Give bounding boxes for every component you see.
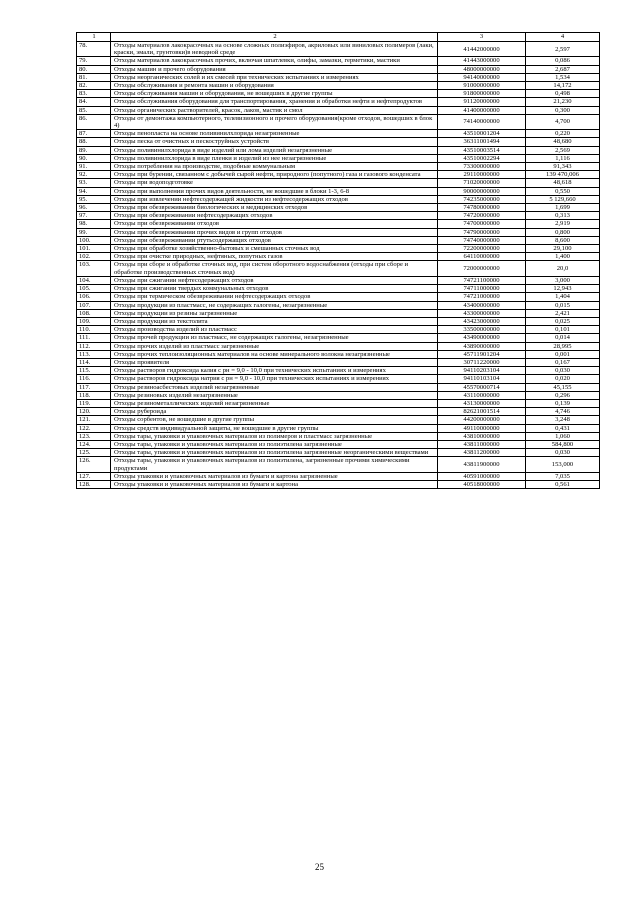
row-number: 115. [77, 367, 111, 375]
waste-name: Отходы средств индивидуальной защиты, не вошедшие в другие группы [111, 424, 438, 432]
waste-code: 40518000000 [438, 480, 526, 488]
waste-amount: 45,155 [526, 383, 600, 391]
waste-amount: 4,700 [526, 114, 600, 129]
waste-name: Отходы материалов лакокрасочных прочих, включая шпатлевки, олифы, замазки, герметики, мастики [111, 57, 438, 65]
waste-code: 43811200000 [438, 449, 526, 457]
waste-amount: 2,421 [526, 309, 600, 317]
table-row [77, 130, 600, 138]
waste-name: Отходы рубероида [111, 408, 438, 416]
table-row [77, 416, 600, 424]
table-row [77, 98, 600, 106]
waste-name: Отходы обслуживания оборудования для транспортирования, хранения и обработки нефти и нефтепродуктов [111, 98, 438, 106]
waste-name: Отходы неорганических солей и их смесей при технических испытаниях и измерениях [111, 73, 438, 81]
waste-code: 45570000714 [438, 383, 526, 391]
waste-code: 43510001204 [438, 130, 526, 138]
waste-amount: 3,248 [526, 416, 600, 424]
table-row [77, 114, 600, 129]
waste-name: Отходы при обезвреживании отходов [111, 220, 438, 228]
waste-name: Отходы при сжигании твердых коммунальных отходов [111, 285, 438, 293]
waste-name: Отходы обслуживания и ремонта машин и оборудования [111, 82, 438, 90]
waste-name: Отходы прочих теплоизоляционных материалов на основе минерального волокна незагрязненные [111, 350, 438, 358]
waste-name: Отходы поливинилхлорида в виде пленки и изделий из нее незагрязненные [111, 154, 438, 162]
waste-code: 74711000000 [438, 285, 526, 293]
waste-name: Отходы проявителя [111, 358, 438, 366]
waste-code: 72000000000 [438, 261, 526, 276]
row-number: 106. [77, 293, 111, 301]
table-row [77, 171, 600, 179]
table-row [77, 472, 600, 480]
table-row [77, 480, 600, 488]
table-row [77, 367, 600, 375]
row-number: 118. [77, 391, 111, 399]
waste-code: 43811000000 [438, 440, 526, 448]
waste-code: 94110103104 [438, 375, 526, 383]
waste-code: 74235000000 [438, 195, 526, 203]
waste-amount: 28,995 [526, 342, 600, 350]
table-row [77, 65, 600, 73]
waste-amount: 20,0 [526, 261, 600, 276]
waste-code: 40591000000 [438, 472, 526, 480]
table-row [77, 204, 600, 212]
row-number: 100. [77, 236, 111, 244]
page-number: 25 [315, 862, 324, 872]
waste-amount: 0,167 [526, 358, 600, 366]
row-number: 85. [77, 106, 111, 114]
waste-amount: 29,100 [526, 245, 600, 253]
row-number: 127. [77, 472, 111, 480]
table-row [77, 245, 600, 253]
waste-code: 91120000000 [438, 98, 526, 106]
waste-code: 29110000000 [438, 171, 526, 179]
table-row [77, 408, 600, 416]
row-number: 86. [77, 114, 111, 129]
waste-amount: 0,030 [526, 449, 600, 457]
waste-code: 43400000000 [438, 301, 526, 309]
row-number: 110. [77, 326, 111, 334]
row-number: 128. [77, 480, 111, 488]
waste-code: 44200000000 [438, 416, 526, 424]
waste-name: Отходы при обезвреживании прочих видов и групп отходов [111, 228, 438, 236]
table-row [77, 138, 600, 146]
waste-name: Отходы при выполнении прочих видов деятельности, не вошедшие в блоки 1-3, 6-8 [111, 187, 438, 195]
header-col-4: 4 [526, 33, 600, 42]
row-number: 81. [77, 73, 111, 81]
row-number: 112. [77, 342, 111, 350]
waste-name: Отходы от демонтажа компьютерного, телевизионного и прочего оборудования(кроме отходов, вошедших в блок 4) [111, 114, 438, 129]
table-row [77, 317, 600, 325]
table-row [77, 90, 600, 98]
waste-amount: 48,618 [526, 179, 600, 187]
waste-name: Отходы растворов гидроксида натрия с рн = 9,0 - 10,0 при технических испытаниях и измерениях [111, 375, 438, 383]
waste-name: Отходы прочей продукции из пластмасс, не содержащих галогены, незагрязненные [111, 334, 438, 342]
waste-code: 72200000000 [438, 245, 526, 253]
table-row [77, 358, 600, 366]
table-row [77, 309, 600, 317]
row-number: 96. [77, 204, 111, 212]
table-row [77, 391, 600, 399]
waste-amount: 2,687 [526, 65, 600, 73]
waste-name: Отходы тары, упаковки и упаковочных материалов из полиэтилена загрязненные [111, 440, 438, 448]
waste-amount: 1,116 [526, 154, 600, 162]
row-number: 101. [77, 245, 111, 253]
waste-code: 91000000000 [438, 82, 526, 90]
waste-code: 43423000000 [438, 317, 526, 325]
waste-amount: 2,569 [526, 146, 600, 154]
table-row [77, 154, 600, 162]
row-number: 116. [77, 375, 111, 383]
waste-code: 74790000000 [438, 228, 526, 236]
waste-name: Отходы упаковки и упаковочных материалов из бумаги и картона загрязненные [111, 472, 438, 480]
waste-amount: 8,600 [526, 236, 600, 244]
waste-name: Отходы при обработке хозяйственно-бытовых и смешанных сточных вод [111, 245, 438, 253]
waste-amount: 584,800 [526, 440, 600, 448]
waste-code: 49110000000 [438, 424, 526, 432]
row-number: 89. [77, 146, 111, 154]
row-number: 119. [77, 399, 111, 407]
waste-amount: 0,313 [526, 212, 600, 220]
waste-code: 74721100000 [438, 276, 526, 284]
waste-amount: 4,746 [526, 408, 600, 416]
waste-code: 74700000000 [438, 220, 526, 228]
table-row [77, 285, 600, 293]
waste-amount: 0,015 [526, 301, 600, 309]
table-row [77, 432, 600, 440]
waste-code: 43110000000 [438, 391, 526, 399]
waste-code: 74780000000 [438, 204, 526, 212]
table-row [77, 146, 600, 154]
waste-name: Отходы потребления на производстве, подобные коммунальным [111, 163, 438, 171]
waste-code: 94110203104 [438, 367, 526, 375]
waste-amount: 2,919 [526, 220, 600, 228]
row-number: 104. [77, 276, 111, 284]
row-number: 93. [77, 179, 111, 187]
table-row [77, 42, 600, 57]
row-number: 92. [77, 171, 111, 179]
row-number: 103. [77, 261, 111, 276]
waste-name: Отходы растворов гидроксида калия с рн = 9,0 - 10,0 при технических испытаниях и измерениях [111, 367, 438, 375]
waste-name: Отходы резиноасбестовых изделий незагрязненные [111, 383, 438, 391]
table-row [77, 326, 600, 334]
table-row [77, 187, 600, 195]
row-number: 84. [77, 98, 111, 106]
row-number: 95. [77, 195, 111, 203]
table-row [77, 424, 600, 432]
waste-name: Отходы тары, упаковки и упаковочных материалов из полиэтилена, загрязненные прочими химическими продуктами [111, 457, 438, 472]
table-row [77, 261, 600, 276]
table-row [77, 163, 600, 171]
waste-amount: 1,404 [526, 293, 600, 301]
table-row [77, 375, 600, 383]
waste-name: Отходы материалов лакокрасочных на основе сложных полиэфиров, акриловых или виниловых полимеров (лаки, краски, эмали, грунтовки)в неводной среде [111, 42, 438, 57]
waste-amount: 0,431 [526, 424, 600, 432]
waste-amount: 0,296 [526, 391, 600, 399]
table-row [77, 457, 600, 472]
row-number: 117. [77, 383, 111, 391]
row-number: 91. [77, 163, 111, 171]
table-row [77, 82, 600, 90]
waste-code: 74740000000 [438, 236, 526, 244]
row-number: 113. [77, 350, 111, 358]
waste-code: 43510003514 [438, 146, 526, 154]
waste-code: 64110000000 [438, 253, 526, 261]
waste-table-body [77, 33, 600, 489]
waste-amount: 1,060 [526, 432, 600, 440]
table-row [77, 179, 600, 187]
waste-amount: 3,000 [526, 276, 600, 284]
table-row [77, 334, 600, 342]
waste-name: Отходы при обезвреживании ртутьсодержащих отходов [111, 236, 438, 244]
waste-name: Отходы машин и прочего оборудования [111, 65, 438, 73]
waste-code: 90000000000 [438, 187, 526, 195]
table-row [77, 57, 600, 65]
waste-name: Отходы при термическом обезвреживании нефтесодержащих отходов [111, 293, 438, 301]
waste-name: Отходы при очистке природных, нефтяных, попутных газов [111, 253, 438, 261]
row-number: 80. [77, 65, 111, 73]
waste-code: 41442000000 [438, 42, 526, 57]
row-number: 88. [77, 138, 111, 146]
waste-name: Отходы резинометаллических изделий незагрязненные [111, 399, 438, 407]
waste-amount: 0,561 [526, 480, 600, 488]
table-row [77, 212, 600, 220]
table-row [77, 253, 600, 261]
waste-amount: 1,400 [526, 253, 600, 261]
row-number: 126. [77, 457, 111, 472]
waste-code: 74721000000 [438, 293, 526, 301]
table-row [77, 399, 600, 407]
table-row [77, 301, 600, 309]
waste-name: Отходы песка от очистных и пескоструйных устройств [111, 138, 438, 146]
waste-amount: 12,943 [526, 285, 600, 293]
row-number: 114. [77, 358, 111, 366]
row-number: 123. [77, 432, 111, 440]
waste-amount: 0,139 [526, 399, 600, 407]
waste-code: 43130000000 [438, 399, 526, 407]
row-number: 107. [77, 301, 111, 309]
waste-amount: 0,001 [526, 350, 600, 358]
waste-amount: 91,343 [526, 163, 600, 171]
waste-name: Отходы при сжигании нефтесодержащих отходов [111, 276, 438, 284]
waste-amount: 0,300 [526, 106, 600, 114]
table-row [77, 350, 600, 358]
waste-name: Отходы при бурении, связанном с добычей сырой нефти, природного (попутного) газа и газового конденсата [111, 171, 438, 179]
waste-name: Отходы при обезвреживании нефтесодержащих отходов [111, 212, 438, 220]
waste-amount: 14,172 [526, 82, 600, 90]
waste-name: Отходы прочих изделий из пластмасс загрязненные [111, 342, 438, 350]
waste-code: 41400000000 [438, 106, 526, 114]
waste-name: Отходы тары, упаковки и упаковочных материалов из полимеров и пластмасс загрязненные [111, 432, 438, 440]
waste-name: Отходы при сборе и обработке сточных вод, при систем оборотного водоснабжения (отходы при сборе и обработке производственных сточных вод) [111, 261, 438, 276]
waste-code: 43490000000 [438, 334, 526, 342]
waste-amount: 0,498 [526, 90, 600, 98]
row-number: 105. [77, 285, 111, 293]
waste-amount: 153,000 [526, 457, 600, 472]
waste-amount: 21,230 [526, 98, 600, 106]
waste-amount: 7,035 [526, 472, 600, 480]
row-number: 102. [77, 253, 111, 261]
table-header-row [77, 33, 600, 42]
row-number: 99. [77, 228, 111, 236]
row-number: 121. [77, 416, 111, 424]
waste-amount: 2,597 [526, 42, 600, 57]
table-row [77, 449, 600, 457]
row-number: 82. [77, 82, 111, 90]
waste-code: 30711220000 [438, 358, 526, 366]
waste-code: 43300000000 [438, 309, 526, 317]
table-row [77, 236, 600, 244]
waste-code: 43890000000 [438, 342, 526, 350]
waste-name: Отходы производства изделий из пластмасс [111, 326, 438, 334]
waste-name: Отходы пенопласта на основе поливинилхлорида незагрязненные [111, 130, 438, 138]
row-number: 111. [77, 334, 111, 342]
waste-name: Отходы при извлечении нефтесодержащей жидкости из нефтесодержащих отходов [111, 195, 438, 203]
row-number: 122. [77, 424, 111, 432]
waste-code: 74140000000 [438, 114, 526, 129]
waste-amount: 0,086 [526, 57, 600, 65]
row-number: 90. [77, 154, 111, 162]
waste-amount: 1,534 [526, 73, 600, 81]
waste-code: 43810000000 [438, 432, 526, 440]
waste-code: 94140000000 [438, 73, 526, 81]
waste-amount: 0,800 [526, 228, 600, 236]
waste-amount: 0,550 [526, 187, 600, 195]
row-number: 94. [77, 187, 111, 195]
waste-code: 43510002294 [438, 154, 526, 162]
waste-amount: 1,699 [526, 204, 600, 212]
waste-code: 36311001494 [438, 138, 526, 146]
table-row [77, 195, 600, 203]
waste-code: 82621001514 [438, 408, 526, 416]
waste-table [76, 32, 600, 489]
header-col-2: 2 [111, 33, 438, 42]
waste-name: Отходы продукции из текстолита [111, 317, 438, 325]
waste-amount: 0,014 [526, 334, 600, 342]
row-number: 120. [77, 408, 111, 416]
row-number: 97. [77, 212, 111, 220]
waste-code: 71020000000 [438, 179, 526, 187]
table-row [77, 293, 600, 301]
row-number: 109. [77, 317, 111, 325]
row-number: 98. [77, 220, 111, 228]
table-row [77, 73, 600, 81]
table-row [77, 220, 600, 228]
table-row [77, 342, 600, 350]
waste-code: 74720000000 [438, 212, 526, 220]
waste-amount: 5 129,660 [526, 195, 600, 203]
waste-name: Отходы резиновых изделий незагрязненные [111, 391, 438, 399]
waste-code: 33500000000 [438, 326, 526, 334]
row-number: 79. [77, 57, 111, 65]
row-number: 125. [77, 449, 111, 457]
header-col-1: 1 [77, 33, 111, 42]
waste-amount: 0,020 [526, 375, 600, 383]
waste-name: Отходы органических растворителей, красок, лаков, мастик и смол [111, 106, 438, 114]
row-number: 83. [77, 90, 111, 98]
table-row [77, 383, 600, 391]
waste-amount: 0,220 [526, 130, 600, 138]
row-number: 78. [77, 42, 111, 57]
waste-name: Отходы при обезвреживании биологических и медицинских отходов [111, 204, 438, 212]
waste-name: Отходы упаковки и упаковочных материалов из бумаги и картона [111, 480, 438, 488]
table-row [77, 228, 600, 236]
row-number: 87. [77, 130, 111, 138]
waste-name: Отходы обслуживания машин и оборудования, не вошедших в другие группы [111, 90, 438, 98]
waste-name: Отходы продукции из пластмасс, не содержащих галогены, незагрязненные [111, 301, 438, 309]
waste-name: Отходы сорбентов, не вошедшие в другие группы [111, 416, 438, 424]
waste-name: Отходы при водоподготовке [111, 179, 438, 187]
waste-code: 91800000000 [438, 90, 526, 98]
waste-amount: 139 470,006 [526, 171, 600, 179]
waste-code: 41443000000 [438, 57, 526, 65]
waste-amount: 0,101 [526, 326, 600, 334]
waste-amount: 0,030 [526, 367, 600, 375]
table-row [77, 106, 600, 114]
table-row [77, 276, 600, 284]
waste-code: 43811900000 [438, 457, 526, 472]
waste-amount: 48,680 [526, 138, 600, 146]
row-number: 108. [77, 309, 111, 317]
waste-code: 48000000000 [438, 65, 526, 73]
waste-amount: 0,025 [526, 317, 600, 325]
waste-name: Отходы поливинилхлорида в виде изделий или лома изделий незагрязненные [111, 146, 438, 154]
table-row [77, 440, 600, 448]
waste-code: 73300000000 [438, 163, 526, 171]
waste-name: Отходы тары, упаковки и упаковочных материалов из полиэтилена загрязненные неорганическими веществами [111, 449, 438, 457]
waste-name: Отходы продукции из резины загрязненные [111, 309, 438, 317]
waste-code: 45711901204 [438, 350, 526, 358]
header-col-3: 3 [438, 33, 526, 42]
row-number: 124. [77, 440, 111, 448]
